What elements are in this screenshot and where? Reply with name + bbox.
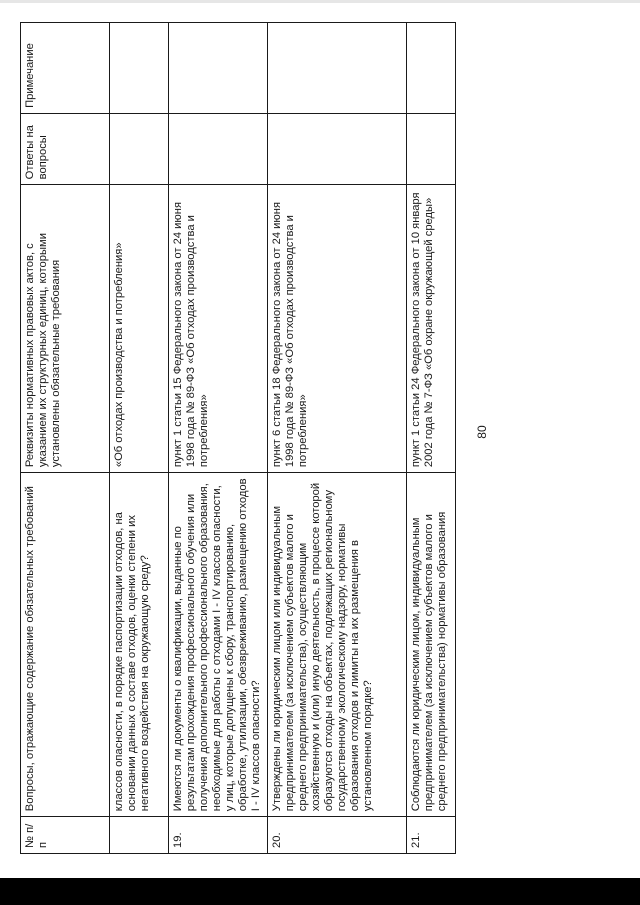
page-number: 80 [475,425,489,439]
row-requisites: пункт 1 статьи 24 Федерального закона от 10 января 2002 года № 7-ФЗ «Об охране окружающей среды» [407,185,456,473]
row-number [110,817,169,854]
row-note [407,23,456,114]
table-row [110,23,169,854]
row-answer [268,113,407,184]
row-question: классов опасности, в порядке паспортизации отходов, на основании данных о составе отходов, оценки степени их негативного воздействия на окружающую среду? [110,473,169,817]
row-number: 21. [407,817,456,854]
row-answer [169,113,268,184]
row-requisites: пункт 6 статьи 18 Федерального закона от 24 июня 1998 года № 89-ФЗ «Об отходах производства и потребления» [268,185,407,473]
row-requisites: «Об отходах производства и потребления» [110,185,169,473]
row-answer [407,113,456,184]
row-requisites: пункт 1 статьи 15 Федерального закона от 24 июня 1998 года № 89-ФЗ «Об отходах производства и потребления» [169,185,268,473]
header-note: Примечание [21,23,110,114]
row-question: Соблюдаются ли юридическим лицом, индивидуальным предпринимателем (за исключением субъектов малого и среднего предпринимательства) нормативы образования [407,473,456,817]
row-note [169,23,268,114]
table-row [169,23,268,854]
rotated-page [20,22,628,854]
row-note [268,23,407,114]
row-note [110,23,169,114]
row-question: Имеются ли документы о квалификации, выданные по результатам прохождения профессионального обучения или получения дополнительного профессионального образования, необходимые для работы с отходами I - IV классов опасности, у лиц, которые допущены к сбору, транспортированию, обработке, утилизации, обезвреживанию, размещению отходов I - IV классов опасности? [169,473,268,817]
scan-bottom-bar [0,878,640,905]
row-number: 20. [268,817,407,854]
table-row [268,23,407,854]
row-question: Утверждены ли юридическим лицом или индивидуальным предпринимателем (за исключением субъектов малого и среднего предпринимательства), осуществляющим хозяйственную и (или) иную деятельность, в процессе которой образуются отходы на объектах, подлежащих региональному государственному экологическому надзору, нормативы образования отходов и лимиты на их размещения в установленном порядке? [268,473,407,817]
header-question: Вопросы, отражающие содержание обязательных требований [21,473,110,817]
header-answers: Ответы на вопросы [21,113,110,184]
row-answer [110,113,169,184]
row-number: 19. [169,817,268,854]
header-num: № п/п [21,817,110,854]
table-header-row [21,23,110,854]
scan-top-edge [0,0,640,3]
table-row [407,23,456,854]
requirements-table [20,22,456,854]
header-requisites: Реквизиты нормативных правовых актов, с указанием их структурных единиц, которыми установлены обязательные требования [21,185,110,473]
